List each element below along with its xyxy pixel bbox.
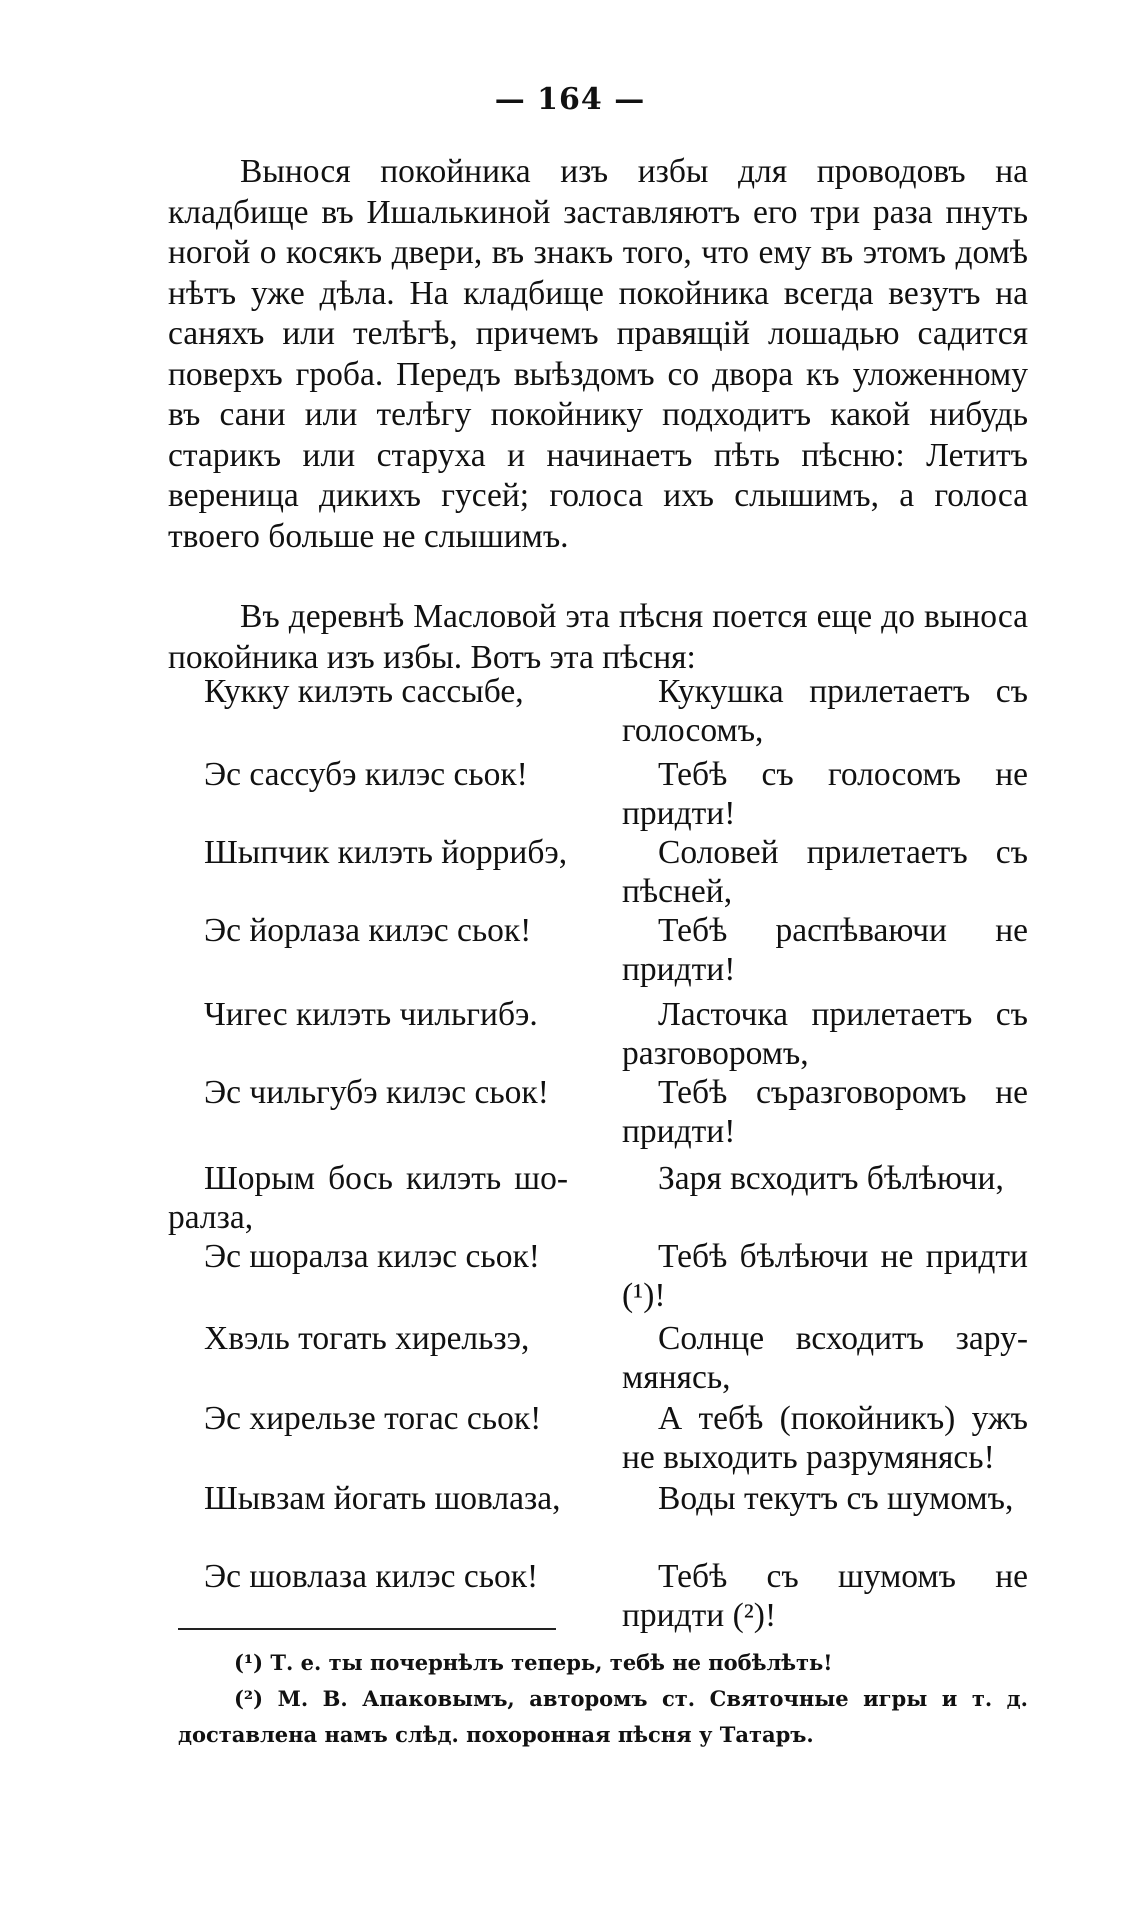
song-line-translation: А тебѣ (покойникъ) ужъ не выходить разрумянясь! <box>622 1400 1028 1476</box>
song-stanza <box>168 1319 1028 1399</box>
song-stanza <box>168 1399 1028 1479</box>
paragraph-song-intro <box>168 597 1028 678</box>
song-line-translation: Тебѣ съ голосомъ не придти! <box>622 756 1028 832</box>
song-line-translation: Солнце всходитъ зарумянясь, <box>622 1320 1028 1396</box>
song-stanza <box>168 1073 1028 1159</box>
song-stanza <box>168 833 1028 911</box>
song-line-original: Шыпчик килэть йоррибэ, <box>204 834 568 871</box>
song-line-translation: Тебѣ съ шумомъ не придти (²)! <box>622 1558 1028 1634</box>
footnotes <box>178 1645 1028 1753</box>
song-line-original: Шывзам йогать шовлаза, <box>204 1480 561 1517</box>
paragraph-burial-custom <box>168 152 1028 557</box>
song-stanza <box>168 995 1028 1073</box>
song-stanza <box>168 1557 1028 1637</box>
song-line-translation: Ласточка прилетаетъ съ разговоромъ, <box>622 996 1028 1072</box>
song-stanza <box>168 755 1028 833</box>
song-stanza <box>168 1479 1028 1557</box>
song-line-original: Эс шовлаза килэс сьок! <box>204 1558 539 1595</box>
song-line-translation: Кукушка прилетаетъ съ голосомъ, <box>622 673 1028 749</box>
paragraph-text: Вынося покойника изъ избы для проводовъ на кладбище въ Ишалькиной заставляютъ его три раза пнуть ногой о косякъ двери, въ знакъ того, что ему въ этомъ домѣ нѣтъ уже дѣла. На кладбище покойника всегда везутъ на саняхъ или телѣгѣ, причемъ правящій лошадью садится поверхъ гроба. Передъ выѣздомъ со двора къ уложенному въ сани или телѣгу покойнику подходитъ какой нибудь старикъ или старуха и начинаетъ пѣть пѣсню: Летитъ вереница дикихъ гусей; голоса ихъ слышимъ, а голоса твоего больше не слышимъ. <box>168 153 1028 555</box>
paragraph-text: Въ деревнѣ Масловой эта пѣсня поется еще до выноса покойника изъ избы. Вотъ эта пѣсня: <box>168 598 1028 676</box>
footnote-1: (¹) Т. е. ты почернѣлъ теперь, тебѣ не побѣлѣть! <box>234 1650 833 1675</box>
song-line-translation: Тебѣ съразговоромъ не придти! <box>622 1074 1028 1150</box>
footnote-2: (²) М. В. Апаковымъ, авторомъ ст. Святочные игры и т. д. доставлена намъ слѣд. похоронная пѣсня у Татаръ. <box>178 1686 1028 1747</box>
song-line-translation: Тебѣ распѣваючи не придти! <box>622 912 1028 988</box>
song-line-original: Хвэль тогать хирельзэ, <box>204 1320 530 1357</box>
song-line-translation: Заря всходитъ бѣлѣючи, <box>658 1160 1004 1197</box>
song-stanza <box>168 1237 1028 1319</box>
song-line-original: Эс шоралза килэс сьок! <box>204 1238 540 1275</box>
song-line-original: Чигес килэть чильгибэ. <box>204 996 538 1033</box>
song-line-original: Шорым бось килэть шоралза, <box>168 1160 568 1236</box>
song-stanza <box>168 672 1028 755</box>
page-number: — 164 — <box>494 82 646 117</box>
song-line-original: Эс хирельзе тогас сьок! <box>204 1400 542 1437</box>
song-stanza <box>168 911 1028 995</box>
song-line-original: Эс чильгубэ килэс сьок! <box>204 1074 549 1111</box>
song-line-original: Кукку килэть сассыбе, <box>204 673 524 710</box>
song-line-original: Эс йорлаза килэс сьок! <box>204 912 532 949</box>
song-stanza <box>168 1159 1028 1237</box>
song-line-translation: Тебѣ бѣлѣючи не придти (¹)! <box>622 1238 1028 1314</box>
footnote-divider <box>178 1628 556 1630</box>
song-line-translation: Воды текутъ съ шумомъ, <box>658 1480 1014 1517</box>
song-line-translation: Соловей прилетаетъ съ пѣсней, <box>622 834 1028 910</box>
funeral-song <box>168 672 1028 1637</box>
song-line-original: Эс сассубэ килэс сьок! <box>204 756 528 793</box>
